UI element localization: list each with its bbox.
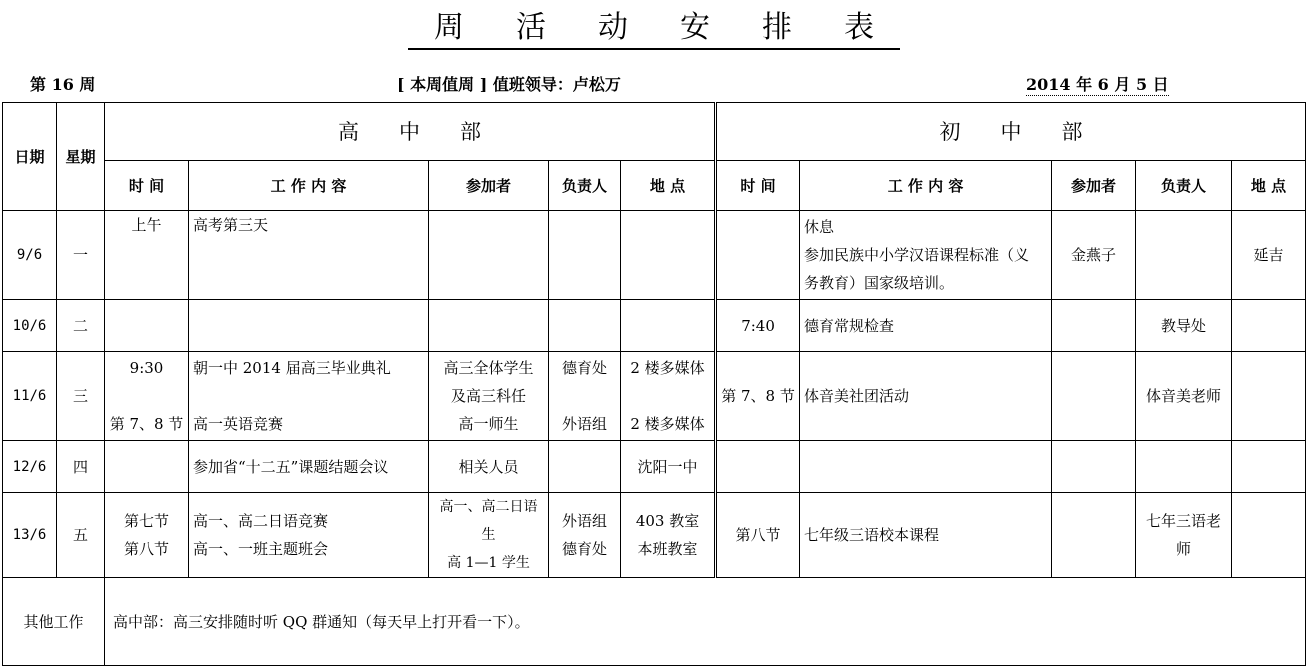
cell-line: 403 教室	[635, 512, 700, 530]
title-char: 表	[844, 10, 874, 45]
cell-high-time	[105, 300, 189, 352]
cell-high-content	[189, 300, 429, 352]
cell-line: 第七节	[123, 512, 169, 530]
cell-line: 高一、一班主题班会	[193, 540, 329, 558]
cell-middle-content	[800, 493, 1052, 578]
cell-middle-place	[1232, 441, 1306, 493]
cell-line: 高一师生	[458, 415, 519, 433]
cell-line: 上午	[131, 216, 162, 234]
cell-high-place	[621, 211, 716, 300]
subheader-middle-content: 工 作 内 容	[800, 161, 1052, 211]
cell-date: 11/6	[3, 352, 57, 441]
cell-high-leader	[549, 300, 621, 352]
cell-line	[553, 382, 616, 410]
cell-line: 朝一中 2014 届高三毕业典礼	[193, 359, 391, 377]
cell-high-participants	[429, 300, 549, 352]
cell-high-leader	[549, 493, 621, 578]
cell-line: 相关人员	[458, 457, 519, 476]
cell-middle-content	[800, 211, 1052, 300]
table-row	[3, 300, 1306, 352]
cell-middle-place	[1232, 493, 1306, 578]
page-title	[0, 2, 1308, 50]
cell-middle-place	[1232, 211, 1306, 300]
cell-line: 休息	[804, 218, 835, 236]
cell-middle-participants	[1052, 441, 1136, 493]
cell-line: 务教育）国家级培训。	[804, 274, 955, 292]
cell-middle-time	[716, 211, 800, 300]
cell-line: 高三全体学生	[443, 359, 534, 377]
cell-line: 2 楼多媒体	[630, 359, 705, 377]
cell-date: 13/6	[3, 493, 57, 578]
table-row	[3, 441, 1306, 493]
subheader-high-time: 时 间	[105, 161, 189, 211]
cell-middle-participants	[1052, 493, 1136, 578]
cell-line: 德育处	[561, 540, 607, 558]
subheader-high-content: 工 作 内 容	[189, 161, 429, 211]
cell-line: 外语组	[561, 512, 607, 530]
cell-high-participants	[429, 211, 549, 300]
cell-high-participants	[429, 493, 549, 578]
cell-high-place	[621, 493, 716, 578]
title-char: 活	[516, 10, 546, 45]
cell-line: 第八节	[123, 540, 169, 558]
cell-line: 高考第三天	[193, 216, 269, 234]
subheader-high-leader: 负责人	[549, 161, 621, 211]
cell-date: 12/6	[3, 441, 57, 493]
cell-line: 体音美老师	[1146, 387, 1222, 405]
section-high-school: 高 中 部	[105, 103, 716, 161]
cell-line	[193, 382, 424, 410]
cell-middle-leader	[1136, 441, 1232, 493]
cell-line: 参加省“十二五”课题结题会议	[193, 457, 389, 476]
other-work-text: 高中部：高三安排随时听 QQ 群通知（每天早上打开看一下）。	[105, 578, 1306, 666]
cell-line: 参加民族中小学汉语课程标准（义	[804, 246, 1030, 264]
section-middle-school: 初 中 部	[716, 103, 1306, 161]
cell-line: 外语组	[561, 415, 607, 433]
cell-middle-content	[800, 441, 1052, 493]
cell-high-leader	[549, 441, 621, 493]
cell-line: 本班教室	[637, 540, 698, 558]
cell-high-content	[189, 493, 429, 578]
cell-date: 9/6	[3, 211, 57, 300]
cell-high-participants	[429, 441, 549, 493]
cell-middle-leader	[1136, 493, 1232, 578]
cell-line: 7:40	[741, 316, 775, 335]
cell-middle-participants	[1052, 352, 1136, 441]
column-header-date: 日期	[3, 103, 57, 211]
cell-high-time	[105, 352, 189, 441]
cell-middle-time	[716, 352, 800, 441]
title-char: 周	[434, 10, 464, 45]
title-char: 安	[680, 10, 710, 45]
title-char: 动	[598, 10, 628, 45]
week-number: 第 16 周	[30, 75, 96, 94]
cell-high-time	[105, 441, 189, 493]
cell-high-time	[105, 493, 189, 578]
cell-line: 德育常规检查	[804, 316, 895, 335]
cell-middle-time	[716, 493, 800, 578]
cell-high-place	[621, 441, 716, 493]
cell-line: 第 7、8 节	[109, 415, 184, 433]
title-char: 排	[762, 10, 792, 45]
cell-high-place	[621, 352, 716, 441]
subheader-middle-time: 时 间	[716, 161, 800, 211]
cell-weekday: 二	[57, 300, 105, 352]
cell-high-content	[189, 441, 429, 493]
cell-line: 德育处	[561, 359, 607, 377]
cell-weekday: 一	[57, 211, 105, 300]
cell-line: 高一、高二日语生	[439, 499, 538, 543]
cell-middle-leader	[1136, 300, 1232, 352]
cell-middle-content	[800, 300, 1052, 352]
cell-middle-participants	[1052, 211, 1136, 300]
cell-line	[625, 382, 710, 410]
cell-line: 金燕子	[1071, 246, 1117, 264]
cell-high-place	[621, 300, 716, 352]
cell-line: 七年三语老	[1146, 512, 1222, 530]
cell-line: 高一、高二日语竞赛	[193, 512, 329, 530]
cell-line: 教导处	[1161, 316, 1207, 335]
cell-line: 高一英语竞赛	[193, 415, 284, 433]
cell-line: 及高三科任	[450, 387, 526, 405]
subheader-middle-participants: 参加者	[1052, 161, 1136, 211]
cell-middle-place	[1232, 300, 1306, 352]
column-header-weekday: 星期	[57, 103, 105, 211]
cell-line: 七年级三语校本课程	[804, 526, 940, 544]
cell-high-content	[189, 352, 429, 441]
cell-high-leader	[549, 352, 621, 441]
cell-middle-participants	[1052, 300, 1136, 352]
cell-weekday: 四	[57, 441, 105, 493]
table-row	[3, 493, 1306, 578]
table-row	[3, 211, 1306, 300]
cell-date: 10/6	[3, 300, 57, 352]
cell-line: 第 7、8 节	[721, 387, 795, 405]
cell-middle-time	[716, 441, 800, 493]
cell-line: 延吉	[1253, 246, 1284, 264]
document-date: 2014 年 6 月 5 日	[1026, 72, 1169, 96]
subheader-high-participants: 参加者	[429, 161, 549, 211]
cell-line: 沈阳一中	[637, 457, 698, 476]
cell-line: 第八节	[735, 526, 781, 544]
subheader-middle-place: 地 点	[1232, 161, 1306, 211]
table-row	[3, 352, 1306, 441]
cell-weekday: 三	[57, 352, 105, 441]
cell-weekday: 五	[57, 493, 105, 578]
cell-middle-time	[716, 300, 800, 352]
cell-line: 高 1—1 学生	[447, 555, 530, 571]
cell-middle-content	[800, 352, 1052, 441]
subheader-high-place: 地 点	[621, 161, 716, 211]
cell-high-leader	[549, 211, 621, 300]
other-work-row	[3, 578, 1306, 666]
cell-line: 9:30	[129, 359, 164, 377]
cell-middle-place	[1232, 352, 1306, 441]
cell-line: 师	[1176, 540, 1192, 558]
cell-middle-leader	[1136, 352, 1232, 441]
cell-high-participants	[429, 352, 549, 441]
duty-leader: [ 本周值周 ] 值班领导：卢松万	[397, 75, 621, 94]
cell-high-content	[189, 211, 429, 300]
cell-line	[109, 382, 184, 410]
cell-line: 体音美社团活动	[804, 387, 910, 405]
schedule-table	[2, 102, 1306, 666]
subheader-middle-leader: 负责人	[1136, 161, 1232, 211]
other-work-label: 其他工作	[3, 578, 105, 666]
cell-line: 2 楼多媒体	[630, 415, 705, 433]
cell-middle-leader	[1136, 211, 1232, 300]
cell-high-time	[105, 211, 189, 300]
